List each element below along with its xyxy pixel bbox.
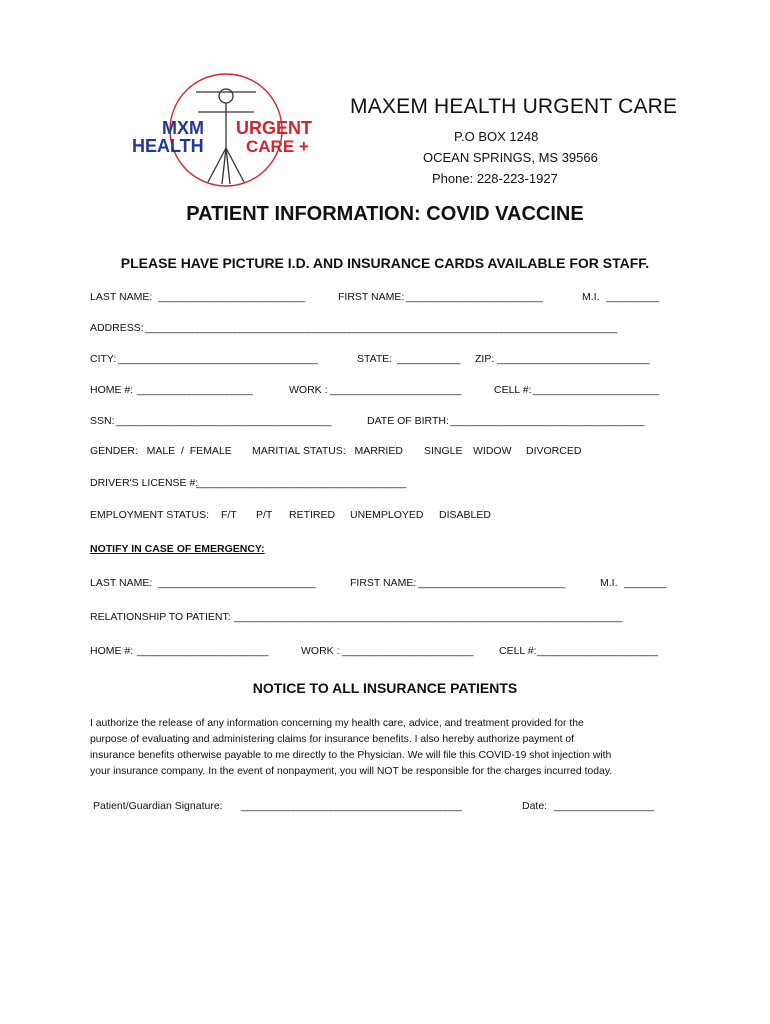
ssn-label: SSN:: [90, 415, 118, 427]
relationship-label: RELATIONSHIP TO PATIENT:: [90, 611, 234, 623]
city-label: CITY:: [90, 353, 120, 365]
notice-line: I authorize the release of any information concerning my health care, advice, and treatment provided for the: [90, 718, 584, 729]
gender-options[interactable]: GENDER: MALE / FEMALE: [90, 445, 232, 457]
ec-cell-label: CELL #:: [499, 645, 540, 657]
work-phone-field[interactable]: _________________________: [330, 384, 461, 396]
ec-home-field[interactable]: _________________________: [137, 645, 268, 657]
address-label: ADDRESS:: [90, 322, 147, 334]
mi-field[interactable]: __________: [606, 291, 659, 303]
page-title: PATIENT INFORMATION: COVID VACCINE: [186, 203, 584, 225]
employment-unemployed[interactable]: UNEMPLOYED: [350, 509, 424, 521]
notice-title: NOTICE TO ALL INSURANCE PATIENTS: [252, 680, 518, 696]
city-field[interactable]: ______________________________________: [118, 353, 318, 365]
address-field[interactable]: __________________________________________________________________________________________: [145, 322, 617, 334]
zip-field[interactable]: _____________________________: [497, 353, 649, 365]
state-label: STATE:: [357, 353, 396, 365]
logo-urgent: URGENT: [236, 118, 312, 138]
employment-disabled[interactable]: DISABLED: [439, 509, 491, 521]
po-box: P.O BOX 1248: [454, 129, 539, 144]
license-field[interactable]: ________________________________________: [196, 477, 406, 489]
date-label: Date:: [522, 800, 551, 812]
home-phone-field[interactable]: ______________________: [137, 384, 253, 396]
instruction: PLEASE HAVE PICTURE I.D. AND INSURANCE CARDS AVAILABLE FOR STAFF.: [120, 255, 650, 271]
ec-mi-field[interactable]: ________: [624, 577, 666, 589]
employment-label: EMPLOYMENT STATUS:: [90, 509, 210, 521]
work-phone-label: WORK :: [289, 384, 331, 396]
org-name: MAXEM HEALTH URGENT CARE: [350, 95, 678, 118]
first-name-label: FIRST NAME:: [338, 291, 408, 303]
ec-first-name-label: FIRST NAME:: [350, 577, 420, 589]
ec-home-label: HOME #:: [90, 645, 137, 657]
employment-retired[interactable]: RETIRED: [289, 509, 336, 521]
ec-last-name-field[interactable]: ______________________________: [158, 577, 316, 589]
logo-mxm: MXM: [162, 118, 204, 138]
last-name-label: LAST NAME:: [90, 291, 156, 303]
relationship-field[interactable]: __________________________________________________________________________: [234, 611, 622, 623]
employment-ft[interactable]: F/T: [221, 509, 237, 521]
marital-status-divorced[interactable]: DIVORCED: [526, 445, 582, 457]
ec-work-field[interactable]: _________________________: [342, 645, 473, 657]
clinic-logo: [126, 70, 326, 192]
zip-label: ZIP:: [475, 353, 498, 365]
license-label: DRIVER'S LICENSE #:: [90, 477, 202, 489]
phone: Phone: 228-223-1927: [432, 171, 558, 186]
logo-care: CARE +: [246, 137, 309, 156]
state-field[interactable]: ____________: [397, 353, 460, 365]
ec-cell-field[interactable]: _______________________: [537, 645, 658, 657]
marital-status-single[interactable]: SINGLE: [424, 445, 463, 457]
dob-field[interactable]: _____________________________________: [450, 415, 644, 427]
ec-first-name-field[interactable]: ____________________________: [418, 577, 565, 589]
ec-last-name-label: LAST NAME:: [90, 577, 156, 589]
last-name-field[interactable]: ____________________________: [158, 291, 305, 303]
notice-line: insurance benefits otherwise payable to me directly to the Physician. We will file this COVID-19 shot injection with: [90, 750, 612, 761]
signature-label: Patient/Guardian Signature:: [93, 800, 226, 812]
signature-field[interactable]: __________________________________________: [241, 800, 462, 812]
logo-health: HEALTH: [132, 136, 204, 156]
marital-status-married[interactable]: MARITIAL STATUS: MARRIED: [252, 445, 403, 457]
cell-phone-field[interactable]: ________________________: [533, 384, 659, 396]
emergency-heading: NOTIFY IN CASE OF EMERGENCY:: [90, 543, 265, 555]
home-phone-label: HOME #:: [90, 384, 137, 396]
notice-line: your insurance company. In the event of nonpayment, you will NOT be responsible for the charges incurred today.: [90, 766, 613, 777]
ec-work-label: WORK :: [301, 645, 343, 657]
employment-pt[interactable]: P/T: [256, 509, 273, 521]
dob-label: DATE OF BIRTH:: [367, 415, 452, 427]
cell-phone-label: CELL #:: [494, 384, 535, 396]
ssn-field[interactable]: _________________________________________: [116, 415, 331, 427]
city-state: OCEAN SPRINGS, MS 39566: [423, 150, 598, 165]
notice-text: [90, 716, 690, 780]
first-name-field[interactable]: __________________________: [406, 291, 543, 303]
notice-line: purpose of evaluating and administering claims for insurance benefits. I also hereby authorize payment of: [90, 734, 575, 745]
marital-status-widow[interactable]: WIDOW: [473, 445, 512, 457]
mi-label: M.I.: [582, 291, 603, 303]
ec-mi-label: M.I.: [600, 577, 621, 589]
date-field[interactable]: ___________________: [554, 800, 654, 812]
